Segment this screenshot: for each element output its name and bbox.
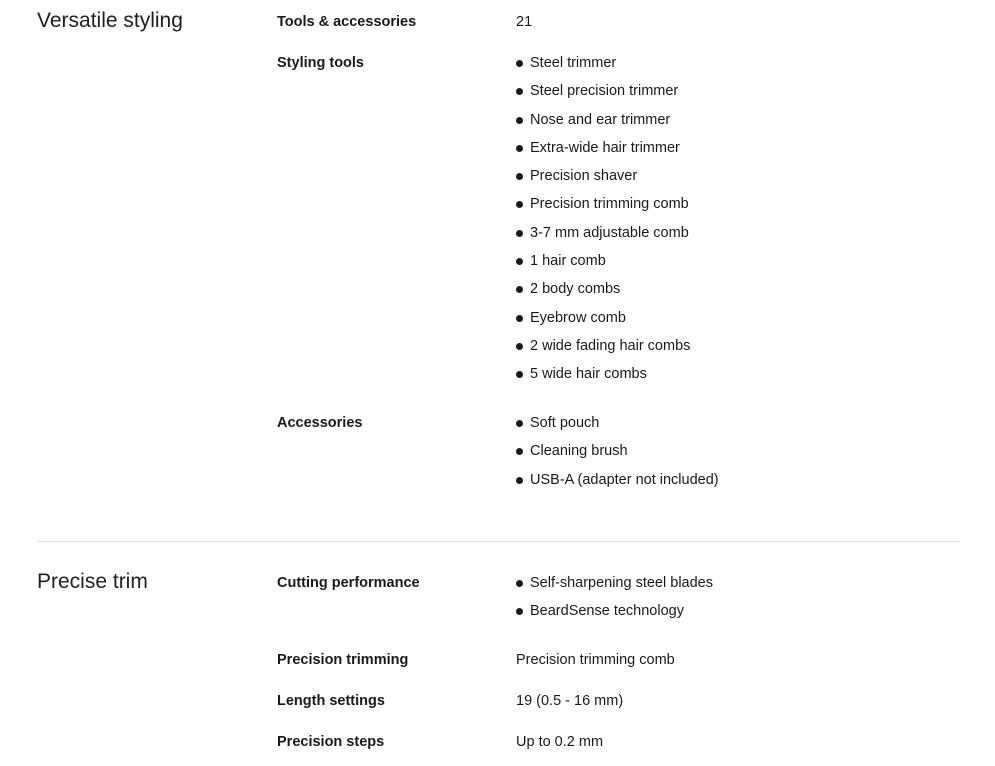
list-item [516,444,719,472]
bullet-icon [516,477,523,484]
list-item [516,254,690,282]
bullet-icon [516,448,523,455]
list-item-text: 2 body combs [530,281,621,298]
list-item-text: Precision shaver [530,168,638,185]
list-item-text: 1 hair comb [530,253,606,270]
list-item-text: Steel trimmer [530,55,617,71]
bullet-icon [516,145,523,152]
spec-label: Precision steps [277,734,385,750]
list-item-text: Soft pouch [530,415,600,431]
spec-list [516,416,719,501]
bullet-icon [516,88,523,95]
bullet-icon [516,201,523,208]
list-item [516,282,690,310]
list-item-text: Cleaning brush [530,443,628,460]
list-item [516,416,719,444]
section-divider [37,541,959,542]
bullet-icon [516,173,523,180]
list-item [516,56,690,84]
list-item [516,197,690,225]
list-item [516,576,713,604]
bullet-icon [516,371,523,378]
bullet-icon [516,608,523,615]
list-item-text: Precision trimming comb [530,196,689,213]
spec-label: Tools & accessories [277,14,417,30]
section-title: Versatile styling [37,9,183,32]
spec-list [516,576,713,633]
spec-value: 21 [516,14,533,30]
list-item-text: Nose and ear trimmer [530,111,671,128]
list-item [516,113,690,141]
spec-list [516,56,690,396]
list-item [516,473,719,501]
spec-value: 19 (0.5 - 16 mm) [516,693,624,709]
bullet-icon [516,258,523,265]
bullet-icon [516,286,523,293]
list-item [516,84,690,112]
list-item-text: 2 wide fading hair combs [530,337,691,354]
list-item-text: Extra-wide hair trimmer [530,139,680,156]
spec-label: Precision trimming [277,652,409,668]
list-item-text: 5 wide hair combs [530,366,647,383]
list-item [516,169,690,197]
spec-label: Cutting performance [277,575,420,591]
list-item [516,311,690,339]
list-item [516,604,713,632]
list-item-text: BeardSense technology [530,603,684,620]
bullet-icon [516,420,523,427]
list-item [516,141,690,169]
bullet-icon [516,230,523,237]
list-item-text: Steel precision trimmer [530,83,679,100]
spec-value: Up to 0.2 mm [516,734,604,750]
spec-label: Length settings [277,693,385,709]
bullet-icon [516,315,523,322]
bullet-icon [516,580,523,587]
bullet-icon [516,60,523,67]
section-title: Precise trim [37,570,148,593]
list-item-text: USB-A (adapter not included) [530,471,719,488]
list-item-text: Self-sharpening steel blades [530,575,713,591]
bullet-icon [516,117,523,124]
list-item [516,226,690,254]
list-item-text: 3-7 mm adjustable comb [530,224,689,241]
spec-label: Accessories [277,415,363,431]
bullet-icon [516,343,523,350]
list-item [516,367,690,395]
spec-label: Styling tools [277,55,364,71]
list-item [516,339,690,367]
spec-value: Precision trimming comb [516,652,675,668]
list-item-text: Eyebrow comb [530,309,626,326]
